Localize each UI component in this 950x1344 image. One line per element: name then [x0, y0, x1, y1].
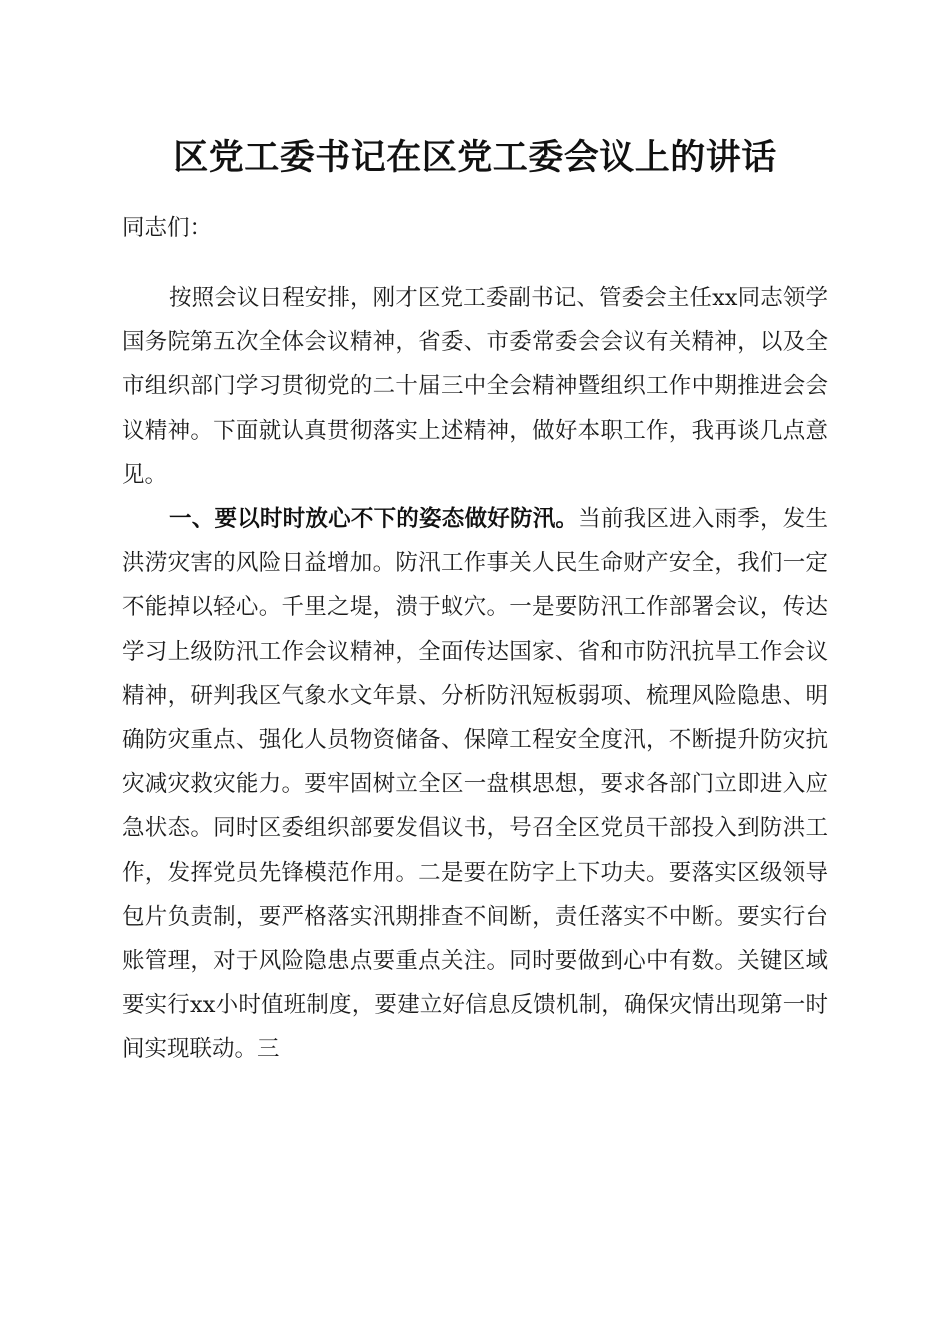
- document-title: 区党工委书记在区党工委会议上的讲话: [173, 137, 777, 178]
- section-1-heading: 一、要以时时放心不下的姿态做好防汛。: [169, 506, 579, 532]
- section-1-paragraph: [122, 497, 828, 1072]
- salutation: 同志们：: [122, 215, 213, 241]
- section-1-body: 当前我区进入雨季，发生洪涝灾害的风险日益增加。防汛工作事关人民生命财产安全，我们一定不能掉以轻心。千里之堤，溃于蚁穴。一是要防汛工作部署会议，传达学习上级防汛工作会议精神，全面传达国家、省和市防汛抗旱工作会议精神，研判我区气象水文年景、分析防汛短板弱项、梳理风险隐患、明确防灾重点、强化人员物资储备、保障工程安全度汛，不断提升防灾抗灾减灾救灾能力。要牢固树立全区一盘棋思想，要求各部门立即进入应急状态。同时区委组织部要发倡议书，号召全区党员干部投入到防洪工作，发挥党员先锋模范作用。二是要在防字上下功夫。要落实区级领导包片负责制，要严格落实汛期排查不间断，责任落实不中断。要实行台账管理，对于风险隐患点要重点关注。同时要做到心中有数。关键区域要实行xx小时值班制度，要建立好信息反馈机制，确保灾情出现第一时间实现联动。三: [122, 506, 828, 1063]
- opening-paragraph: 按照会议日程安排，刚才区党工委副书记、管委会主任xx同志领学国务院第五次全体会议精神，省委、市委常委会会议有关精神，以及全市组织部门学习贯彻党的二十届三中全会精神暨组织工作中期推进会会议精神。下面就认真贯彻落实上述精神，做好本职工作，我再谈几点意见。: [122, 285, 828, 488]
